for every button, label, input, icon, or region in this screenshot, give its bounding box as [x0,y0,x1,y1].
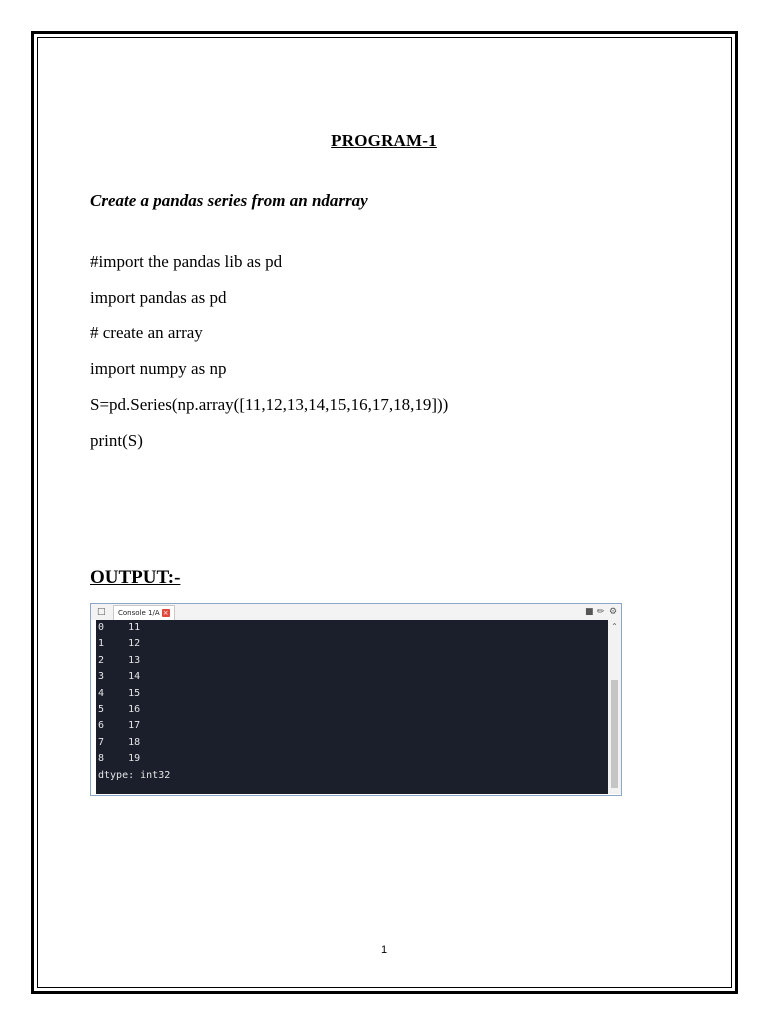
console-output-line: 6 17 [98,720,141,732]
console-output-line: 8 19 [98,753,141,765]
console-output-line: dtype: int32 [98,769,171,781]
console-output-line: 4 15 [98,687,141,699]
console-output-line: 1 12 [98,638,141,650]
console-tab-bar [91,604,621,621]
console-panel [90,603,622,796]
console-output[interactable] [96,620,608,794]
program-heading: PROGRAM-1 [331,131,437,150]
code-line: S=pd.Series(np.array([11,12,13,14,15,16,17,18,19])) [90,395,449,414]
page-border-inner [37,37,732,988]
console-tab[interactable] [113,605,175,620]
console-output-line: 3 14 [98,671,141,683]
scroll-up-arrow-icon[interactable]: ⌃ [611,622,618,631]
console-scrollbar[interactable] [608,620,621,794]
console-output-line: 2 13 [98,654,141,666]
code-line: #import the pandas lib as pd [90,252,283,271]
scrollbar-thumb[interactable] [611,680,618,788]
console-window-icon[interactable]: □ [97,607,106,617]
code-line: print(S) [90,431,143,450]
program-description: Create a pandas series from an ndarray [90,191,368,210]
settings-icon[interactable]: ⚙ [609,607,618,617]
code-line: import numpy as np [90,359,227,378]
clear-icon[interactable]: ✏ [597,607,605,617]
console-output-line: 5 16 [98,704,141,716]
close-icon[interactable]: × [162,609,169,617]
console-tab-label: Console 1/A [118,609,160,617]
page-number: 1 [380,944,388,956]
console-output-line: 0 11 [98,622,141,633]
output-label: OUTPUT:- [90,567,181,588]
code-line: # create an array [90,323,203,342]
stop-icon[interactable]: ■ [585,607,594,617]
code-line: import pandas as pd [90,288,227,307]
console-output-line: 7 18 [98,736,141,748]
